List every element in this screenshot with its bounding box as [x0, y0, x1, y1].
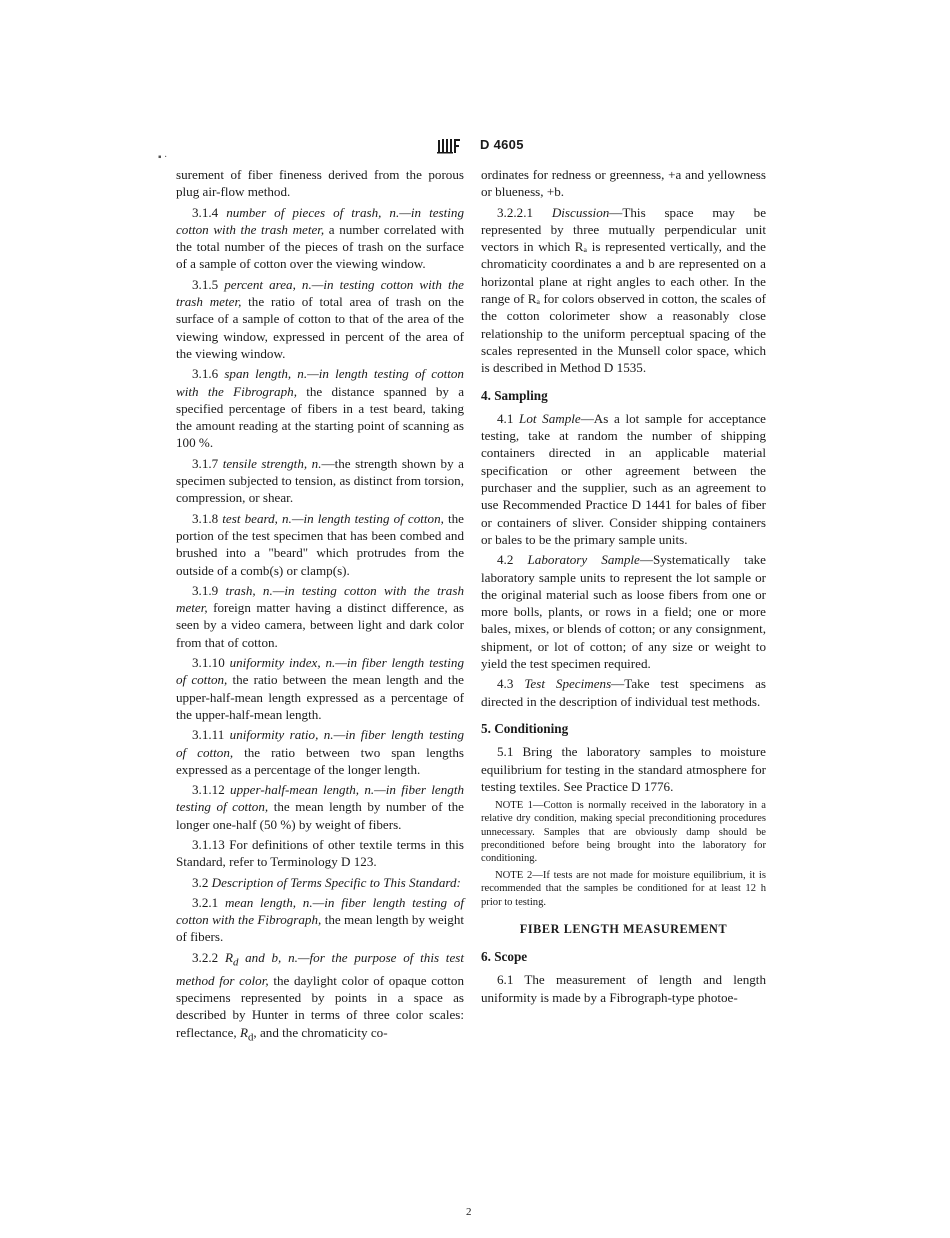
- scan-marks: ▪ ·: [158, 152, 168, 163]
- definition-3-1-12: 3.1.12 upper-half-mean length, n.—in fiber length testing of cotton, the mean length by number of the longer one-half (50 %) by weight of fibers.: [176, 782, 465, 832]
- section-5-1: 5.1 Bring the laboratory samples to moisture equilibrium for testing in the standard atmosphere for testing textiles. See Practice D 1776.: [481, 744, 766, 794]
- heading-sampling: 4. Sampling: [481, 387, 548, 403]
- document-number: D 4605: [480, 137, 524, 152]
- definition-3-1-8: 3.1.8 test beard, n.—in length testing of cotton, the portion of the test specimen that has been combed and brushed into a "beard" which protrudes from the outside of a comb(s) or clamp(s).: [176, 510, 464, 578]
- definition-3-1-4: 3.1.4 number of pieces of trash, n.—in testing cotton with the trash meter, a number correlated with the total number of the pieces of trash on the surface of a sample of cotton over the viewing window.: [176, 204, 464, 272]
- right-column: [481, 166, 766, 1009]
- subsection-3-2: 3.2 Description of Terms Specific to This Standard:: [192, 874, 461, 890]
- section-6-1: 6.1 The measurement of length and length uniformity is made by a Fibrograph-type photoe-: [481, 972, 766, 1005]
- page-number: 2: [466, 1206, 472, 1218]
- definition-3-2-2: 3.2.2 $R_d$ and b, n.—for the purpose of this test method for color, the daylight color of opaque cotton specimens represented by points in a space as described by Hunter in terms of three color scales: reflectance, $R_d$, and the chromaticity co-: [176, 949, 464, 1044]
- definition-3-1-9: 3.1.9 trash, n.—in testing cotton with the trash meter, foreign matter having a distinct difference, as seen by a video camera, between light and dark color from that of cotton.: [176, 582, 464, 650]
- discussion-3-2-2-1: 3.2.2.1 Discussion—This space may be represented by three mutually perpendicular unit vectors in which Rₐ is represented vertically, and the chromaticity coordinates a and b are represented on a horizontal plane at right angles to each other. In the range of Rₐ for colors observed in cotton, the scales of the cotton colorimeter show a reasonably close relationship to the uniform perceptual spacing of the scales represented in the Munsell color space, which is described in Method D 1535.: [481, 204, 767, 376]
- note-2: NOTE 2—If tests are not made for moisture equilibrium, it is recommended that the samples be conditioned for at least 12 h prior to testing.: [481, 870, 766, 908]
- definition-3-1-6: 3.1.6 span length, n.—in length testing of cotton with the Fibrograph, the distance spanned by a specified percentage of fibers in a test beard, taking the amount reading at the starting point of scanning as 100 %.: [176, 366, 465, 451]
- paragraph-continuation: surement of fiber fineness derived from the porous plug air-flow method.: [176, 167, 464, 200]
- note-1: NOTE 1—Cotton is normally received in the laboratory in a relative dry condition, making special preconditioning procedures unnecessary. Samples that are obviously damp should be preconditioned before being brought into the laboratory for conditioning.: [481, 800, 766, 864]
- section-4-2: 4.2 Laboratory Sample—Systematically take laboratory sample units to represent the lot sample or the original material such as loose fibers from one or more bolls, plants, or rows in a field; one or more bales, mixes, or blends of cotton; or any consignment, shipment, or lot of cotton; of any size or weight to yield the test specimen required.: [481, 552, 766, 672]
- definition-3-1-7: 3.1.7 tensile strength, n.—the strength shown by a specimen subjected to tension, as distinct from torsion, compression, or shear.: [176, 455, 464, 506]
- left-column: [176, 166, 464, 1049]
- heading-scope: 6. Scope: [481, 949, 528, 965]
- definition-3-1-10: 3.1.10 uniformity index, n.—in fiber length testing of cotton, the ratio between the mean length and the upper-half-mean length expressed as a percentage of the upper-half-mean length.: [176, 655, 464, 722]
- paragraph-continuation: ordinates for redness or greenness, +a and yellowness or blueness, +b.: [481, 167, 766, 200]
- section-title-fiber-length: FIBER LENGTH MEASUREMENT: [519, 921, 728, 936]
- definition-3-2-1: 3.2.1 mean length, n.—in fiber length testing of cotton with the Fibrograph, the mean length by weight of fibers.: [176, 894, 464, 945]
- section-4-1: 4.1 Lot Sample—As a lot sample for acceptance testing, take at random the number of shipping containers directed in an applicable material specification or other agreement between the purchaser and the supplier, such as an agreement to use Recommended Practice D 1441 for bales of fiber or containers of sliver. Consider shipping containers or bales to be the primary sample units.: [481, 410, 766, 547]
- section-4-3: 4.3 Test Specimens—Take test specimens as directed in the description of individual test methods.: [481, 676, 766, 709]
- definition-3-1-5: 3.1.5 percent area, n.—in testing cotton with the trash meter, the ratio of total area of trash on the surface of a sample of cotton to that of the area of the viewing window, expressed in percent of the area of the viewing window.: [176, 276, 464, 361]
- astm-logo-icon: [436, 137, 462, 155]
- page-header: [0, 137, 950, 157]
- definition-3-1-13: 3.1.13 For definitions of other textile terms in this Standard, refer to Terminology D 123.: [176, 836, 464, 870]
- definition-3-1-11: 3.1.11 uniformity ratio, n.—in fiber length testing of cotton, the ratio between two span lengths expressed as a percentage of the longer length.: [176, 727, 464, 777]
- heading-conditioning: 5. Conditioning: [481, 720, 569, 736]
